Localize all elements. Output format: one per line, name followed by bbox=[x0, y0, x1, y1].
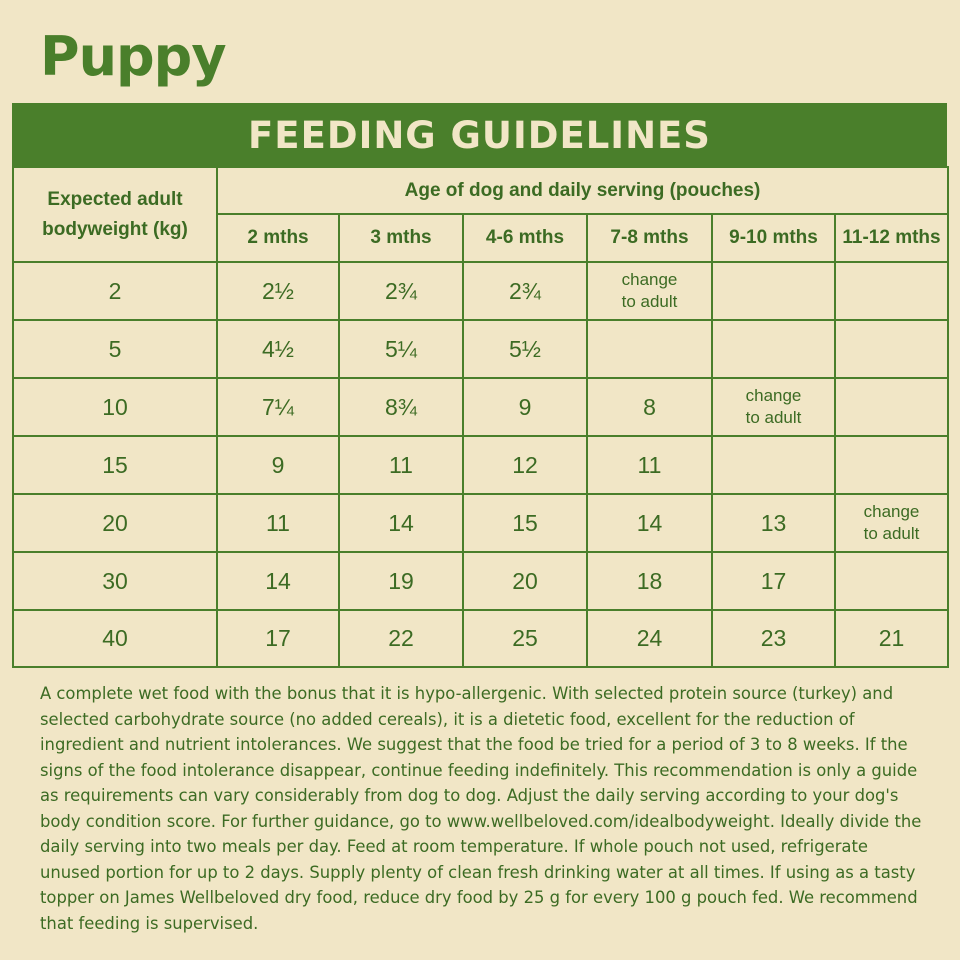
serving-cell: 19 bbox=[339, 552, 463, 610]
page-title: Puppy bbox=[40, 25, 226, 88]
serving-cell: 12 bbox=[463, 436, 587, 494]
change-to-adult-note: change to adult bbox=[587, 262, 712, 320]
table-row bbox=[13, 610, 948, 667]
serving-cell: 7¼ bbox=[217, 378, 339, 436]
bodyweight-cell: 2 bbox=[13, 262, 217, 320]
serving-cell: 8 bbox=[587, 378, 712, 436]
serving-cell bbox=[835, 436, 948, 494]
serving-cell: 4½ bbox=[217, 320, 339, 378]
table-row bbox=[13, 378, 948, 436]
serving-cell: 2¾ bbox=[339, 262, 463, 320]
serving-cell bbox=[587, 320, 712, 378]
serving-cell: 8¾ bbox=[339, 378, 463, 436]
serving-cell: 11 bbox=[217, 494, 339, 552]
feeding-table-body bbox=[13, 262, 948, 667]
serving-cell bbox=[835, 378, 948, 436]
serving-cell: 15 bbox=[463, 494, 587, 552]
age-column-header: 11-12 mths bbox=[835, 214, 948, 262]
change-to-adult-note: change to adult bbox=[835, 494, 948, 552]
serving-cell: 13 bbox=[712, 494, 835, 552]
age-column-header: 2 mths bbox=[217, 214, 339, 262]
table-row bbox=[13, 436, 948, 494]
table-row bbox=[13, 494, 948, 552]
serving-cell: 20 bbox=[463, 552, 587, 610]
serving-cell: 24 bbox=[587, 610, 712, 667]
serving-cell bbox=[835, 262, 948, 320]
serving-cell: 18 bbox=[587, 552, 712, 610]
serving-cell: 17 bbox=[217, 610, 339, 667]
age-column-header: 3 mths bbox=[339, 214, 463, 262]
feeding-table bbox=[12, 166, 949, 668]
bodyweight-cell: 15 bbox=[13, 436, 217, 494]
table-row bbox=[13, 552, 948, 610]
serving-cell: 17 bbox=[712, 552, 835, 610]
bodyweight-cell: 20 bbox=[13, 494, 217, 552]
serving-cell: 9 bbox=[217, 436, 339, 494]
table-row bbox=[13, 320, 948, 378]
bodyweight-cell: 10 bbox=[13, 378, 217, 436]
age-column-header: 7-8 mths bbox=[587, 214, 712, 262]
serving-cell: 21 bbox=[835, 610, 948, 667]
serving-cell: 11 bbox=[587, 436, 712, 494]
feeding-guidelines-banner: FEEDING GUIDELINES bbox=[12, 103, 947, 166]
age-serving-header: Age of dog and daily serving (pouches) bbox=[217, 167, 948, 214]
serving-cell: 11 bbox=[339, 436, 463, 494]
serving-cell: 25 bbox=[463, 610, 587, 667]
serving-cell bbox=[712, 262, 835, 320]
serving-cell: 14 bbox=[339, 494, 463, 552]
serving-cell: 5¼ bbox=[339, 320, 463, 378]
serving-cell bbox=[835, 320, 948, 378]
bodyweight-cell: 30 bbox=[13, 552, 217, 610]
table-row bbox=[13, 262, 948, 320]
serving-cell: 22 bbox=[339, 610, 463, 667]
serving-cell: 14 bbox=[587, 494, 712, 552]
serving-cell: 2¾ bbox=[463, 262, 587, 320]
age-column-header: 9-10 mths bbox=[712, 214, 835, 262]
serving-cell: 23 bbox=[712, 610, 835, 667]
age-column-header: 4-6 mths bbox=[463, 214, 587, 262]
serving-cell bbox=[835, 552, 948, 610]
change-to-adult-note: change to adult bbox=[712, 378, 835, 436]
bodyweight-cell: 5 bbox=[13, 320, 217, 378]
serving-cell: 5½ bbox=[463, 320, 587, 378]
serving-cell bbox=[712, 320, 835, 378]
serving-cell: 9 bbox=[463, 378, 587, 436]
bodyweight-header: Expected adult bodyweight (kg) bbox=[13, 167, 217, 262]
serving-cell: 2½ bbox=[217, 262, 339, 320]
serving-cell bbox=[712, 436, 835, 494]
bodyweight-cell: 40 bbox=[13, 610, 217, 667]
serving-cell: 14 bbox=[217, 552, 339, 610]
feeding-description: A complete wet food with the bonus that it is hypo-allergenic. With selected protein source (turkey) and selected carbohydrate source (no added cereals), it is a dietetic food, excellent for the reduction of ingredient and nutrient intolerances. We suggest that the food be tried for a period of 3 to 8 weeks. If the signs of the food intolerance disappear, continue feeding indefinitely. This recommendation is only a guide as requirements can vary considerably from dog to dog. Adjust the daily serving according to your dog's body condition score. For further guidance, go to www.wellbeloved.com/idealbodyweight. Ideally divide the daily serving into two meals per day. Feed at room temperature. If whole pouch not used, refrigerate unused portion for up to 2 days. Supply plenty of clean fresh drinking water at all times. If using as a tasty topper on James Wellbeloved dry food, reduce dry food by 25 g for every 100 g pouch fed. We recommend that feeding is supervised. bbox=[40, 684, 922, 933]
